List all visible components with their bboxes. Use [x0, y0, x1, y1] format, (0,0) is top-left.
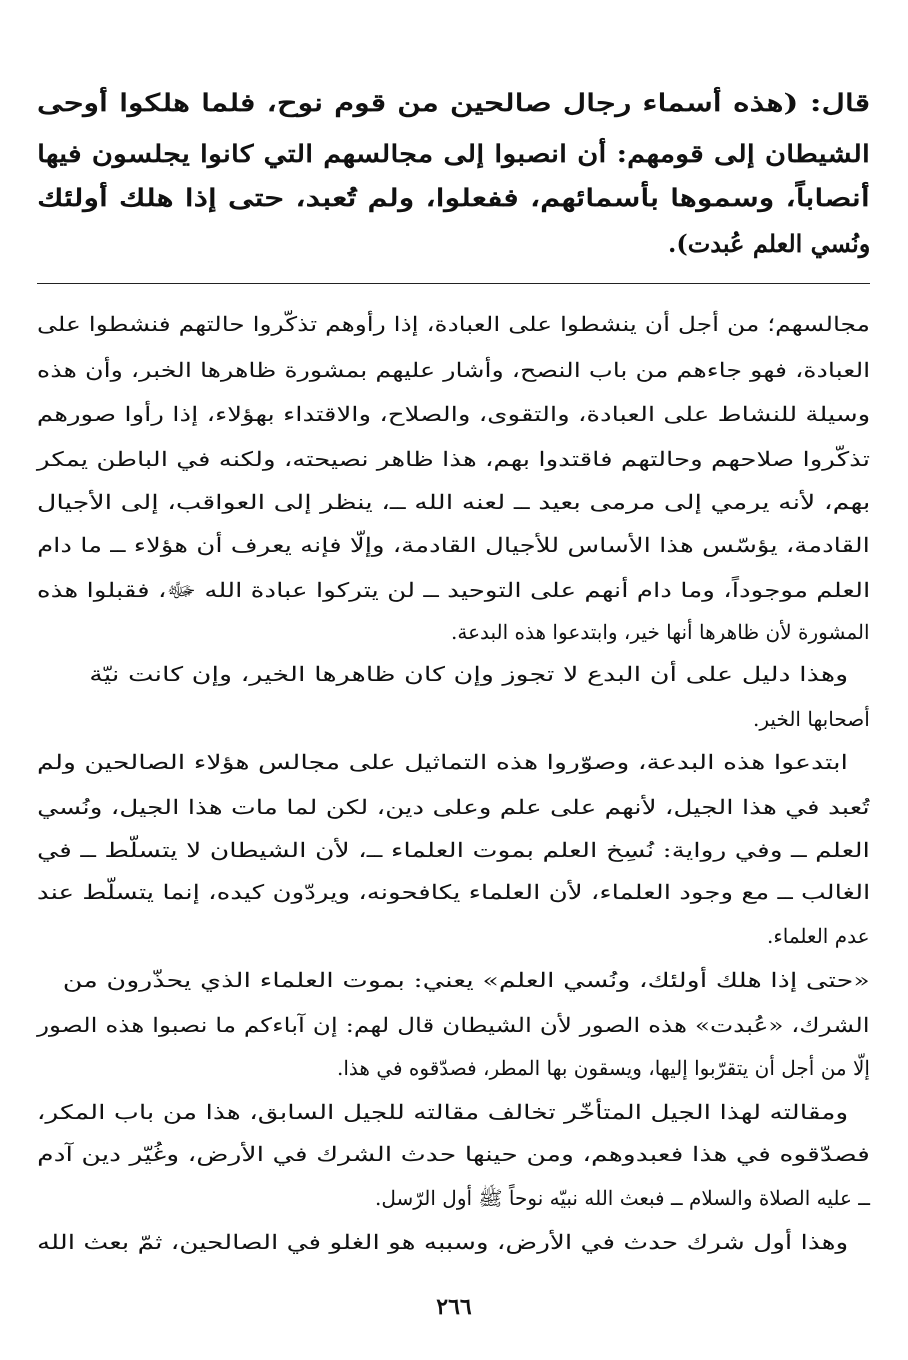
commentary-line: تذكّروا صلاحهم وحالتهم فاقتدوا بهم، هذا ظاهر نصيحته، ولكنه في الباطن يمكر: [36, 447, 871, 471]
commentary-line: ابتدعوا هذه البدعة، وصوّروا هذه التماثيل على مجالس هؤلاء الصالحين ولم: [37, 750, 848, 774]
commentary-line: وهذا دليل على أن البدع لا تجوز وإن كان ظاهرها الخير، وإن كانت نيّة: [89, 662, 849, 686]
commentary-line: أصحابها الخير.: [753, 707, 870, 731]
commentary-line: فصدّقوه في هذا فعبدوهم، ومن حينها حدث الشرك في الأرض، وغُيّر دين آدم: [37, 1142, 870, 1166]
commentary-line: تُعبد في هذا الجيل، لأنهم على علم وعلى دين، لكن لما مات هذا الجيل، ونُسي: [37, 795, 870, 819]
quote-line: قال: (هذه أسماء رجال صالحين من قوم نوح، فلما هلكوا أوحى: [36, 88, 871, 117]
commentary-line: القادمة، يؤسّس هذا الأساس للأجيال القادمة، وإلّا فإنه يعرف أن هؤلاء ــ ما دام: [37, 533, 870, 557]
page-number: ٢٦٦: [436, 1294, 472, 1320]
commentary-line: إلّا من أجل أن يتقرّبوا إليها، ويسقون بها المطر، فصدّقوه في هذا.: [337, 1056, 870, 1080]
commentary-line: وهذا أول شرك حدث في الأرض، وسببه هو الغلو في الصالحين، ثمّ بعث الله: [36, 1230, 849, 1254]
commentary-line: وسيلة للنشاط على العبادة، والتقوى، والصلاح، والاقتداء بهؤلاء، إذا رأوا صورهم: [36, 402, 871, 426]
commentary-line: «حتى إذا هلك أولئك، ونُسي العلم» يعني: بموت العلماء الذي يحذّرون من: [62, 968, 870, 992]
commentary-line: الشرك، «عُبدت» هذه الصور لأن الشيطان قال لهم: إن آباءكم ما نصبوا هذه الصور: [37, 1013, 870, 1037]
commentary-line: عدم العلماء.: [767, 924, 870, 948]
commentary-line: العبادة، فهو جاءهم من باب النصح، وأشار عليهم بمشورة ظاهرها الخبر، وأن هذه: [36, 358, 871, 382]
quote-line: أنصاباً، وسموها بأسمائهم، ففعلوا، ولم تُعبد، حتى إذا هلك أولئك: [37, 183, 870, 212]
commentary-line: ومقالته لهذا الجيل المتأخّر تخالف مقالته للجيل السابق، هذا من باب المكر،: [36, 1100, 849, 1124]
commentary-line: المشورة لأن ظاهرها أنها خير، وابتدعوا هذه البدعة.: [451, 620, 870, 644]
commentary-line: بهم، لأنه يرمي إلى مرمى بعيد ــ لعنه الله ــ، ينظر إلى العواقب، إلى الأجيال: [36, 490, 871, 514]
commentary-line: العلم موجوداً، وما دام أنهم على التوحيد ــ لن يتركوا عبادة الله ﷻ، فقبلوا هذه: [36, 578, 871, 602]
quote-line: الشيطان إلى قومهم: أن انصبوا إلى مجالسهم التي كانوا يجلسون فيها: [36, 139, 870, 168]
quote-line: ونُسي العلم عُبدت).: [668, 229, 871, 258]
section-divider: [37, 283, 870, 284]
commentary-line: الغالب ــ مع وجود العلماء، لأن العلماء يكافحونه، ويردّون كيده، إنما يتسلّط عند: [36, 880, 871, 904]
commentary-line: ــ عليه الصلاة والسلام ــ فبعث الله نبيّه نوحاً ﷺ أول الرّسل.: [375, 1186, 870, 1210]
commentary-line: مجالسهم؛ من أجل أن ينشطوا على العبادة، إذا رأوهم تذكّروا حالتهم فنشطوا على: [37, 312, 870, 336]
commentary-line: العلم ــ وفي رواية: نُسِخ العلم بموت العلماء ــ، لأن الشيطان لا يتسلّط ــ في: [36, 838, 870, 862]
